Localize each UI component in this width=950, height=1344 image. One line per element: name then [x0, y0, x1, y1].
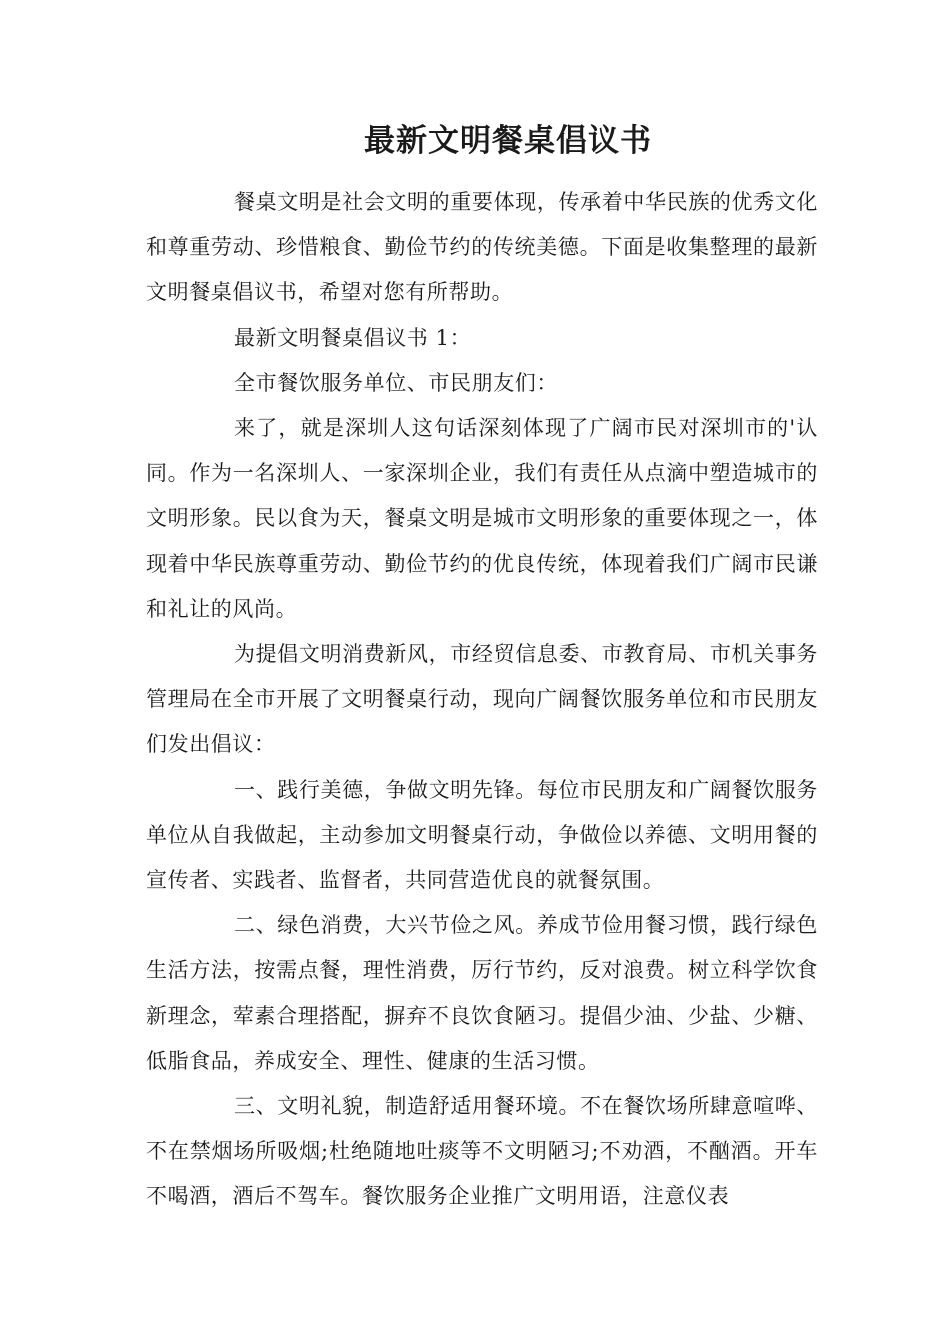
intro-paragraph: 餐桌文明是社会文明的重要体现，传承着中华民族的优秀文化和尊重劳动、珍惜粮食、勤俭节约的传统美德。下面是收集整理的最新文明餐桌倡议书，希望对您有所帮助。	[146, 190, 818, 305]
section-heading: 最新文明餐桌倡议书 1：	[234, 325, 472, 350]
body-paragraph: 来了，就是深圳人这句话深刻体现了广阔市民对深圳市的'认同。作为一名深圳人、一家深圳企业，我们有责任从点滴中塑造城市的文明形象。民以食为天，餐桌文明是城市文明形象的重要体现之一，体现着中华民族尊重劳动、勤俭节约的优良传统，体现着我们广阔市民谦和礼让的风尚。	[146, 416, 818, 621]
proposal-item-1: 一、践行美德，争做文明先锋。每位市民朋友和广阔餐饮服务单位从自我做起，主动参加文明餐桌行动，争做俭以养德、文明用餐的宣传者、实践者、监督者，共同营造优良的就餐氛围。	[146, 777, 818, 893]
proposal-item-3: 三、文明礼貌，制造舒适用餐环境。不在餐饮场所肆意喧哗、不在禁烟场所吸烟;杜绝随地吐痰等不文明陋习;不劝酒，不酗酒。开车不喝酒，酒后不驾车。餐饮服务企业推广文明用语，注意仪表	[146, 1094, 818, 1209]
proposal-item-2: 二、绿色消费，大兴节俭之风。养成节俭用餐习惯，践行绿色生活方法，按需点餐，理性消费，厉行节约，反对浪费。树立科学饮食新理念，荤素合理搭配，摒弃不良饮食陋习。提倡少油、少盐、少糖、低脂食品，养成安全、理性、健康的生活习惯。	[146, 913, 818, 1073]
body-paragraph: 为提倡文明消费新风，市经贸信息委、市教育局、市机关事务管理局在全市开展了文明餐桌行动，现向广阔餐饮服务单位和市民朋友们发出倡议：	[146, 642, 818, 757]
document-body	[146, 180, 818, 1220]
document-title: 最新文明餐桌倡议书	[364, 123, 652, 159]
salutation: 全市餐饮服务单位、市民朋友们：	[234, 370, 558, 395]
